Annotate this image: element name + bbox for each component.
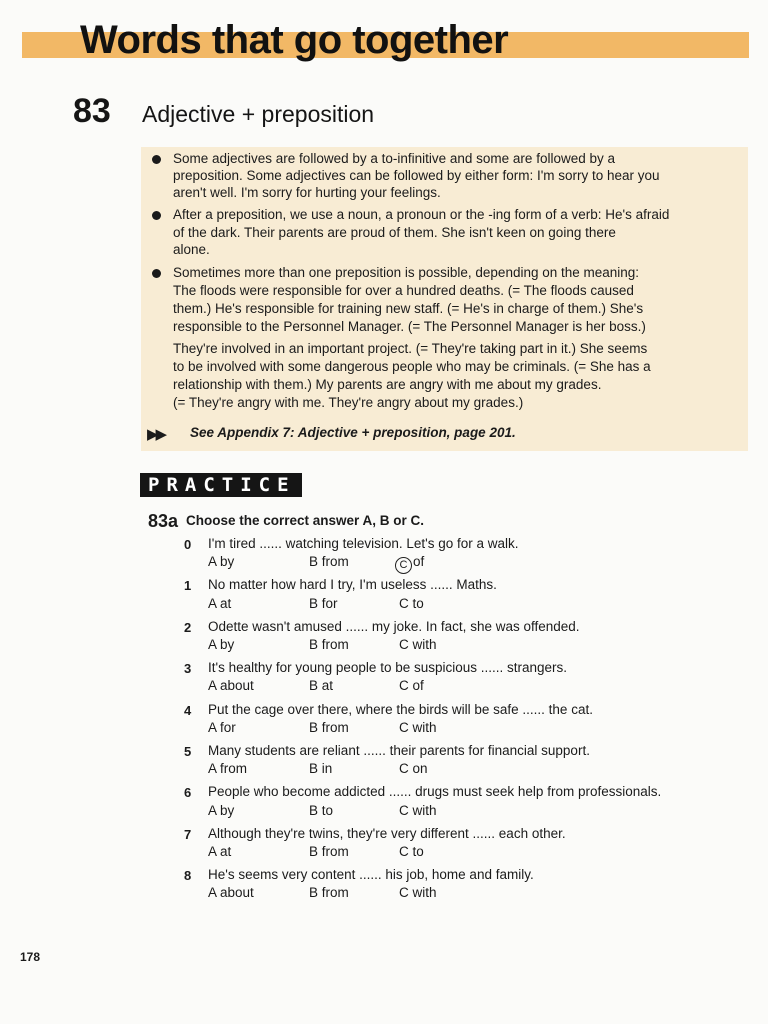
explanation-line: relationship with them.) My parents are angry with me about my grades. <box>173 377 602 392</box>
option-a[interactable]: A about <box>208 885 254 900</box>
explanation-line: alone. <box>173 242 210 257</box>
question-number: 3 <box>184 661 192 676</box>
explanation-line: of the dark. Their parents are proud of them. She isn't keen on going there <box>173 225 616 240</box>
question-text: It's healthy for young people to be suspicious ...... strangers. <box>208 660 568 675</box>
option-c[interactable]: C with <box>399 720 437 735</box>
option-a[interactable]: A by <box>208 803 235 818</box>
option-a[interactable]: A about <box>208 678 254 693</box>
explanation-line: They're involved in an important project. (= They're taking part in it.) She seems <box>173 341 648 356</box>
circled-answer-marker: C <box>395 557 412 574</box>
option-b[interactable]: B from <box>309 720 349 735</box>
question-number: 2 <box>184 620 192 635</box>
question-number: 1 <box>184 578 192 593</box>
question-number: 8 <box>184 868 192 883</box>
double-arrow-icon: ▶▶ <box>147 426 165 443</box>
bullet-icon <box>152 152 164 164</box>
question-text: Although they're twins, they're very different ...... each other. <box>208 826 566 841</box>
page-number: 178 <box>20 950 41 964</box>
option-a[interactable]: A by <box>208 554 235 569</box>
question-number: 4 <box>184 703 192 718</box>
option-c[interactable]: C of <box>399 678 424 693</box>
question-text: I'm tired ...... watching television. Let's go for a walk. <box>208 536 519 551</box>
question-number: 6 <box>184 785 192 800</box>
option-b[interactable]: B from <box>309 844 349 859</box>
option-a[interactable]: A from <box>208 761 248 776</box>
option-c[interactable]: C with <box>399 803 437 818</box>
question-text: No matter how hard I try, I'm useless ...... Maths. <box>208 577 497 592</box>
option-b[interactable]: B in <box>309 761 333 776</box>
option-a[interactable]: A at <box>208 596 232 611</box>
option-b[interactable]: B from <box>309 885 349 900</box>
question-text: Many students are reliant ...... their parents for financial support. <box>208 743 590 758</box>
explanation-line: aren't well. I'm sorry for hurting your feelings. <box>173 185 441 200</box>
option-b[interactable]: B for <box>309 596 338 611</box>
exercise-number: 83a <box>148 511 179 531</box>
question-text: People who become addicted ...... drugs must seek help from professionals. <box>208 784 662 799</box>
option-c[interactable]: C on <box>399 761 428 776</box>
explanation-line: The floods were responsible for over a hundred deaths. (= The floods caused <box>173 283 634 298</box>
option-c[interactable]: C to <box>399 844 424 859</box>
exercise-instruction: Choose the correct answer A, B or C. <box>186 513 425 528</box>
appendix-reference: See Appendix 7: Adjective + preposition, page 201. <box>190 425 516 440</box>
question-number: 7 <box>184 827 192 842</box>
unit-number: 83 <box>73 92 111 130</box>
bullet-icon <box>152 208 164 220</box>
question-text: He's seems very content ...... his job, home and family. <box>208 867 534 882</box>
question-text: Odette wasn't amused ...... my joke. In fact, she was offended. <box>208 619 580 634</box>
explanation-line: preposition. Some adjectives can be followed by either form: I'm sorry to hear you <box>173 168 660 183</box>
question-number: 0 <box>184 537 192 552</box>
option-a[interactable]: A for <box>208 720 236 735</box>
question-number: 5 <box>184 744 192 759</box>
option-b[interactable]: B to <box>309 803 334 818</box>
explanation-line: them.) He's responsible for training new staff. (= He's in charge of them.) She's <box>173 301 644 316</box>
practice-label: PRACTICE <box>140 473 302 497</box>
option-b[interactable]: B from <box>309 637 349 652</box>
explanation-line: (= They're angry with me. They're angry about my grades.) <box>173 395 524 410</box>
explanation-line: to be involved with some dangerous people who may be criminals. (= She has a <box>173 359 651 374</box>
bullet-icon <box>152 266 164 278</box>
explanation-line: responsible to the Personnel Manager. (= The Personnel Manager is her boss.) <box>173 319 646 334</box>
option-b[interactable]: B from <box>309 554 349 569</box>
option-c[interactable]: C to <box>399 596 424 611</box>
option-a[interactable]: A at <box>208 844 232 859</box>
option-c-word: of <box>413 554 425 569</box>
explanation-line: Some adjectives are followed by a to-infinitive and some are followed by a <box>173 151 615 166</box>
option-b[interactable]: B at <box>309 678 334 693</box>
option-c-circled[interactable] <box>395 554 424 574</box>
explanation-line: After a preposition, we use a noun, a pronoun or the -ing form of a verb: He's afraid <box>173 207 670 222</box>
option-a[interactable]: A by <box>208 637 235 652</box>
question-text: Put the cage over there, where the birds will be safe ...... the cat. <box>208 702 593 717</box>
page-title: Words that go together <box>80 18 509 62</box>
unit-title: Adjective + preposition <box>142 101 375 127</box>
option-c[interactable]: C with <box>399 637 437 652</box>
explanation-line: Sometimes more than one preposition is possible, depending on the meaning: <box>173 265 640 280</box>
option-c[interactable]: C with <box>399 885 437 900</box>
